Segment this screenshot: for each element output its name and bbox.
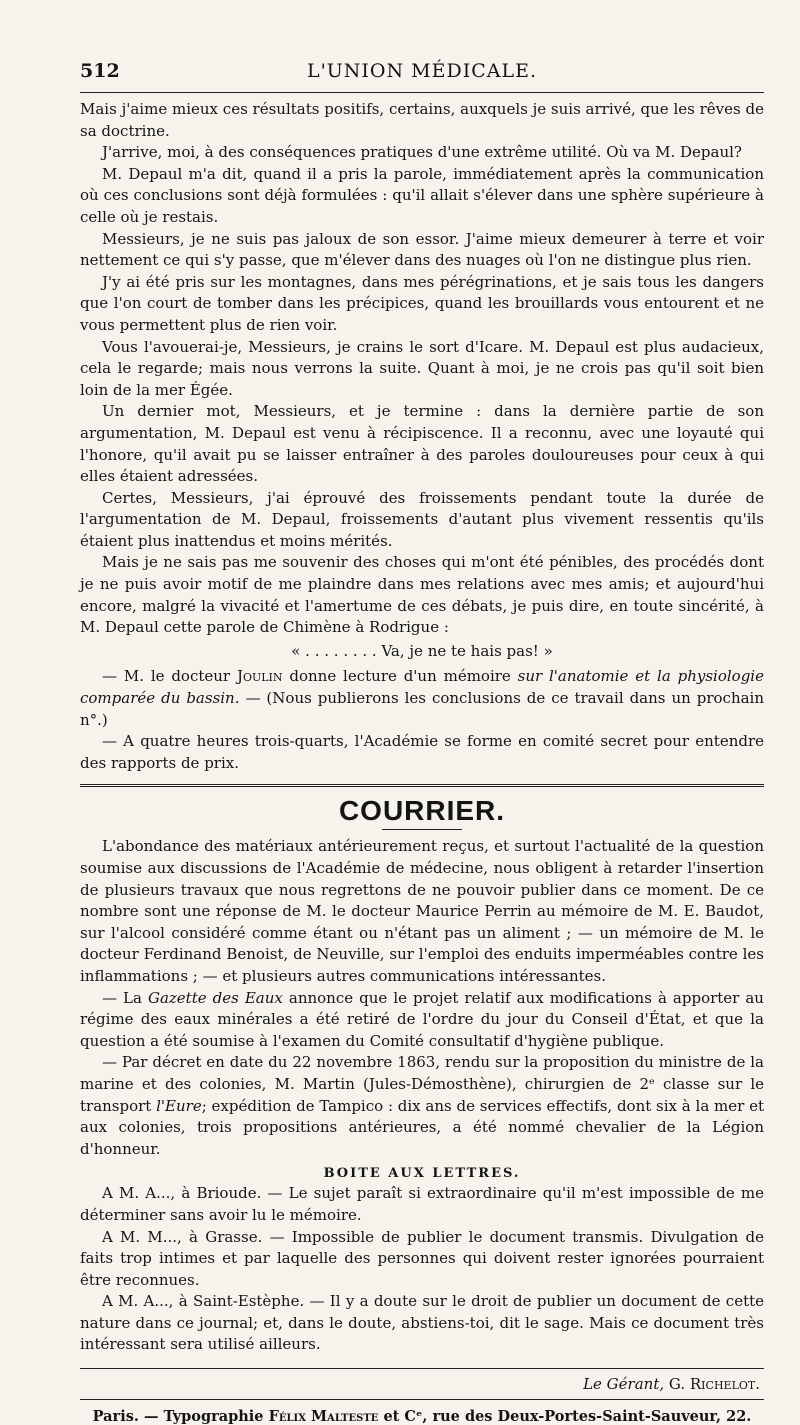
paragraph: Messieurs, je ne suis pas jaloux de son essor. J'aime mieux demeurer à terre et voir nettement ce qui s'y passe, que m'élever dans des nuages où l'on ne distingue plus rien. [80,229,764,270]
paragraph: Mais j'aime mieux ces résultats positifs, certains, auxquels je suis arrivé, que les rêves de sa doctrine. [80,100,764,140]
eaux-suffix: annonce que le projet relatif aux modifications à apporter au régime des eaux minérales a été retiré de l'ordre du jour du Conseil d'État, et que la question a été soumise à l'examen du Comité consultatif d'hygiène publique. [80,988,764,1050]
joulin-suffix: — (Nous publierons les conclusions de ce travail dans un prochain n°.) [80,689,764,729]
page-number: 512 [80,60,120,82]
imprint-suffix: et Cᵉ, rue des Deux-Portes-Saint-Sauveur, 22. [378,1408,752,1425]
printer-imprint [80,1408,764,1425]
joulin-prefix: — M. le docteur [102,667,237,686]
gerant-signature [80,1375,764,1393]
heading-rule [382,829,462,830]
memoire-title: sur l'anatomie et la physiologie comparée du bassin. [80,667,764,708]
paragraph: J'arrive, moi, à des conséquences pratiques d'une extrême utilité. Où va M. Depaul? [102,143,742,162]
courrier-paragraph: L'abondance des matériaux antérieurement reçus, et surtout l'actualité de la question soumise aux discussions de l'Académie de médecine, nous obligent à retarder l'insertion de plusieurs travaux que nous regrettons de ne pouvoir publier dans ce moment. De ce nombre sont une réponse de M. le docteur Maurice Perrin au mémoire de M. E. Baudot, sur l'alcool considéré comme étant ou n'étant pas un aliment ; — un mémoire de M. le docteur Ferdinand Benoist, de Neuville, sur l'emploi des enduits imperméables contre les inflammations ; — et plusieurs autres communications intéressantes. [80,837,764,985]
header-rule [80,92,764,93]
letter-reply: A M. A..., à Brioude. — Le sujet paraît si extraordinaire qu'il m'est impossible de me déterminer sans avoir lu le mémoire. [80,1184,764,1224]
joulin-middle: donne lecture d'un mémoire [282,667,518,686]
joulin-name: Joulin [236,667,283,686]
eaux-paragraph [80,988,764,1053]
paragraph: Vous l'avouerai-je, Messieurs, je crains le sort d'Icare. M. Depaul est plus audacieux, cela le regarde; mais nous verrons la suite. Quant à moi, je ne crois pas qu'il soit bien loin de la mer Égée. [80,337,764,399]
paragraph: J'y ai été pris sur les montagnes, dans mes pérégrinations, et je sais tous les dangers que l'on court de tomber dans les précipices, quand les brouillards vous entourent et ne vous permettent plus de rien voir. [80,272,764,334]
gerant-label: Le Gérant, [583,1375,665,1394]
paragraph: M. Depaul m'a dit, quand il a pris la parole, immédiatement après la communication où ces conclusions sont déjà formulées : qu'il allait s'élever dans une sphère supérieure à celle où je restais. [80,164,764,226]
footer-rule [80,1368,764,1369]
section-divider [80,784,764,787]
joulin-paragraph [80,666,764,731]
eaux-prefix: — La [102,988,148,1007]
running-title: L'UNION MÉDICALE. [306,60,538,82]
ship-name: l'Eure [156,1096,202,1115]
boite-heading: BOITE AUX LETTRES. [323,1166,521,1182]
letter-reply: A M. M..., à Grasse. — Impossible de publier le document transmis. Divulgation de faits trop intimes et par laquelle des personnes qui doivent rester ignorées pourraient être reconnues. [80,1227,764,1289]
paragraph: Certes, Messieurs, j'ai éprouvé des froissements pendant toute la durée de l'argumentation de M. Depaul, froissements d'autant plus vivement ressentis qu'ils étaient plus inattendus et moins mérités. [80,488,764,550]
comite-paragraph: — A quatre heures trois-quarts, l'Académie se forme en comité secret pour entendre des rapports de prix. [80,732,764,772]
chimene-quote: « . . . . . . . . Va, je ne te hais pas! » [291,641,553,660]
decret-prefix: — Par décret en date du 22 novembre 1863, rendu sur la proposition du ministre de la marine et des colonies, M. Martin (Jules-Démosthène), chirurgien de 2ᵉ classe sur le transport [80,1053,764,1115]
gazette-title: Gazette des Eaux [147,988,283,1007]
decret-paragraph [80,1052,764,1160]
page-header [80,56,764,92]
courrier-section [80,795,764,1356]
imprint-prefix: Paris. — Typographie [92,1408,269,1425]
paragraph: Un dernier mot, Messieurs, et je termine : dans la dernière partie de son argumentation, M. Depaul est venu à récipiscence. Il a reconnu, avec une loyauté qui l'honore, qu'il avait pu se laisser entraîner à des paroles douloureuses pour ceux à qui elles étaient adressées. [80,402,764,486]
decret-suffix: ; expédition de Tampico : dix ans de services effectifs, dont six à la mer et aux colonies, trois propositions antérieures, a été nommé chevalier de la Légion d'honneur. [80,1096,764,1158]
paragraph: Mais je ne sais pas me souvenir des choses qui m'ont été pénibles, des procédés dont je ne puis avoir motif de me plaindre dans mes relations avec mes amis; et aujourd'hui encore, malgré la vivacité et l'amertume de ces débats, je puis dire, en toute sincérité, à M. Depaul cette parole de Chimène à Rodrigue : [80,553,764,637]
letter-reply: A M. A..., à Saint-Estèphe. — Il y a doute sur le droit de publier un document de cette nature dans ce journal; et, dans le doute, abstiens-toi, dit le sage. Mais ce document très intéressant sera utilisé ailleurs. [80,1292,764,1354]
courrier-heading: COURRIER. [338,795,506,827]
discourse-section [80,99,764,774]
gerant-name: G. Richelot. [668,1375,760,1394]
footer-rule-2 [80,1399,764,1400]
printer-name: Félix Malteste [268,1408,379,1425]
